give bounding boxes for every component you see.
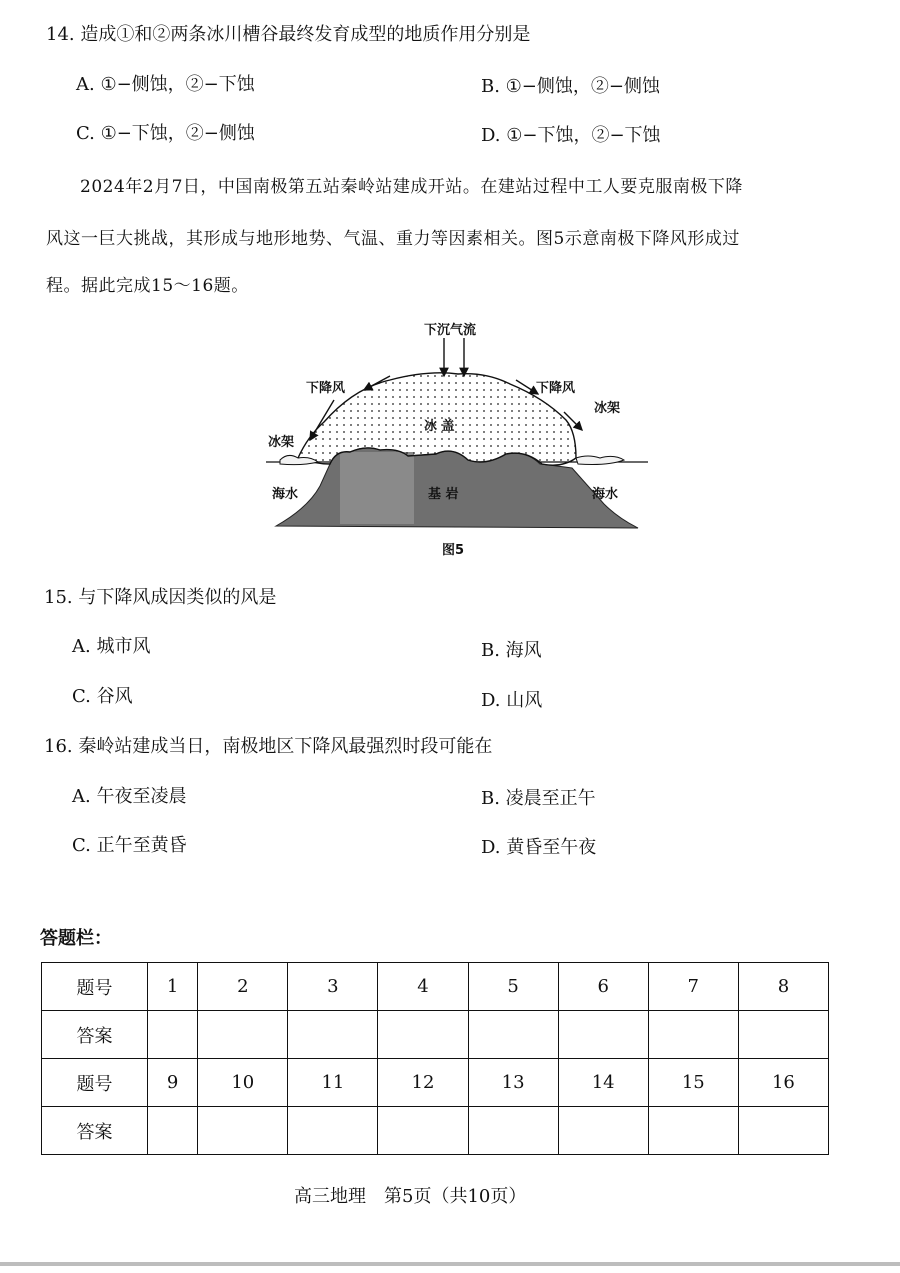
question-number-cell: 11 [288, 1059, 378, 1107]
q15-option-b: B. 海风 [481, 640, 542, 661]
question-number-cell: 3 [288, 963, 378, 1011]
row-label-answer: 答案 [42, 1107, 148, 1155]
question-number-cell: 4 [378, 963, 468, 1011]
passage-line-2: 风这一巨大挑战，其形成与地形地势、气温、重力等因素相关。图5示意南极下降风形成过 [46, 229, 740, 249]
bedrock-highlight [340, 452, 414, 524]
question-number-cell: 10 [198, 1059, 288, 1107]
page-footer: 高三地理 第5页（共10页） [294, 1186, 527, 1207]
question-number-cell: 13 [468, 1059, 558, 1107]
answer-cell[interactable] [648, 1107, 738, 1155]
table-row-answers-1 [42, 1011, 829, 1059]
question-number-cell: 2 [198, 963, 288, 1011]
q16-option-c: C. 正午至黄昏 [72, 835, 187, 856]
row-label-number: 题号 [42, 963, 148, 1011]
ice-shelf-right-shape [576, 456, 624, 465]
answer-cell[interactable] [648, 1011, 738, 1059]
table-row-numbers-2 [42, 1059, 829, 1107]
question-number-cell: 6 [558, 963, 648, 1011]
row-label-number: 题号 [42, 1059, 148, 1107]
question-16-stem: 16. 秦岭站建成当日，南极地区下降风最强烈时段可能在 [44, 736, 493, 757]
q16-option-a: A. 午夜至凌晨 [72, 786, 187, 807]
answer-cell[interactable] [198, 1107, 288, 1155]
q15-option-c: C. 谷风 [72, 686, 133, 707]
label-sea-right: 海水 [592, 487, 619, 502]
question-14-stem: 14. 造成①和②两条冰川槽谷最终发育成型的地质作用分别是 [46, 24, 531, 45]
answer-sheet-title: 答题栏： [40, 928, 112, 949]
question-number-cell: 15 [648, 1059, 738, 1107]
answer-cell[interactable] [148, 1011, 198, 1059]
answer-cell[interactable] [468, 1011, 558, 1059]
label-ice-shelf-right: 冰架 [594, 401, 621, 416]
q15-option-a: A. 城市风 [72, 636, 151, 657]
answer-cell[interactable] [558, 1011, 648, 1059]
answer-cell[interactable] [198, 1011, 288, 1059]
answer-cell[interactable] [558, 1107, 648, 1155]
question-number-cell: 5 [468, 963, 558, 1011]
answer-cell[interactable] [288, 1107, 378, 1155]
question-number-cell: 12 [378, 1059, 468, 1107]
row-label-answer: 答案 [42, 1011, 148, 1059]
q14-option-a: A. ①−侧蚀，②−下蚀 [76, 74, 255, 95]
answer-table [41, 962, 829, 1155]
question-number-cell: 1 [148, 963, 198, 1011]
scan-edge-divider [0, 1262, 900, 1266]
question-number-cell: 9 [148, 1059, 198, 1107]
passage-line-1: 2024年2月7日，中国南极第五站秦岭站建成开站。在建站过程中工人要克服南极下降 [80, 177, 743, 197]
q16-option-b: B. 凌晨至正午 [481, 788, 596, 809]
table-row-numbers-1 [42, 963, 829, 1011]
katabatic-wind-diagram [258, 318, 658, 558]
answer-cell[interactable] [468, 1107, 558, 1155]
question-number-cell: 7 [648, 963, 738, 1011]
q14-option-c: C. ①−下蚀，②−侧蚀 [76, 123, 255, 144]
label-ice-cap: 冰 盖 [424, 419, 455, 434]
answer-cell[interactable] [738, 1011, 828, 1059]
q14-option-d: D. ①−下蚀，②−下蚀 [481, 125, 661, 146]
answer-cell[interactable] [738, 1107, 828, 1155]
question-number-cell: 16 [738, 1059, 828, 1107]
answer-cell[interactable] [378, 1011, 468, 1059]
figure-caption: 图5 [442, 543, 465, 558]
q14-option-b: B. ①−侧蚀，②−侧蚀 [481, 76, 660, 97]
label-katabatic-right: 下降风 [536, 381, 576, 396]
q15-option-d: D. 山风 [481, 690, 543, 711]
passage-line-3: 程。据此完成15～16题。 [46, 276, 249, 296]
table-row-answers-2 [42, 1107, 829, 1155]
label-sinking-air: 下沉气流 [424, 323, 477, 338]
question-15-stem: 15. 与下降风成因类似的风是 [44, 587, 277, 608]
answer-cell[interactable] [288, 1011, 378, 1059]
question-number-cell: 8 [738, 963, 828, 1011]
answer-cell[interactable] [148, 1107, 198, 1155]
question-number-cell: 14 [558, 1059, 648, 1107]
label-bedrock: 基 岩 [428, 487, 459, 502]
label-sea-left: 海水 [272, 487, 299, 502]
answer-cell[interactable] [378, 1107, 468, 1155]
q16-option-d: D. 黄昏至午夜 [481, 837, 597, 858]
label-ice-shelf-left: 冰架 [268, 435, 295, 450]
label-katabatic-left: 下降风 [306, 381, 346, 396]
